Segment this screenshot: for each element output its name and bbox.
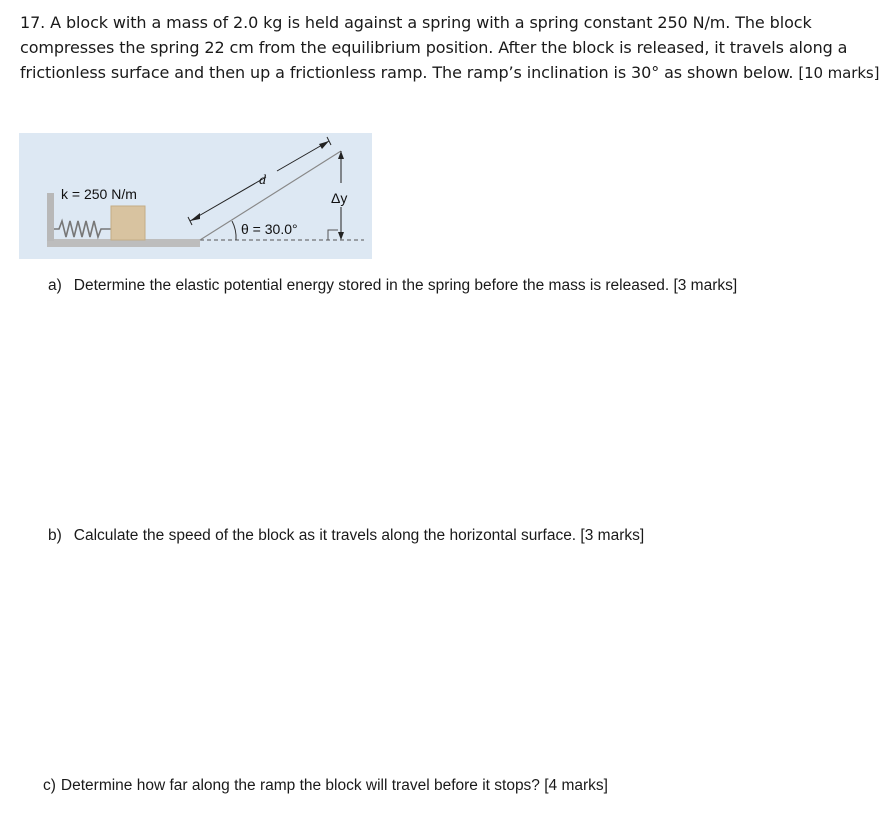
question-c [43, 777, 608, 795]
question-c-text: Determine how far along the ramp the block will travel before it stops? [4 marks] [60, 777, 608, 794]
height-label: Δy [331, 190, 348, 206]
problem-marks: [10 marks] [798, 64, 880, 82]
spring-constant-label: k = 250 N/m [61, 186, 137, 202]
question-c-letter: c) [43, 777, 56, 794]
problem-text: A block with a mass of 2.0 kg is held against a spring with a spring constant 250 N/m. The block compresses the spring 22 cm from the equilibrium position. After the block is released, it travels along a frictionless surface and then up a frictionless ramp. The ramp’s inclination is 30° as shown below. [20, 13, 848, 82]
problem-statement [20, 10, 886, 86]
wall [47, 193, 54, 241]
figure-diagram [19, 133, 372, 259]
question-a [48, 277, 737, 295]
question-b [48, 527, 644, 545]
problem-number: 17. [20, 13, 46, 32]
angle-label: θ = 30.0° [241, 221, 298, 237]
block [111, 206, 145, 240]
question-a-letter: a) [48, 277, 62, 294]
question-a-text: Determine the elastic potential energy stored in the spring before the mass is released. [3 marks] [73, 277, 738, 294]
question-b-letter: b) [48, 527, 62, 544]
question-b-text: Calculate the speed of the block as it travels along the horizontal surface. [3 marks] [73, 527, 645, 544]
spring-ramp-figure [19, 133, 372, 259]
distance-label: d [259, 173, 266, 188]
